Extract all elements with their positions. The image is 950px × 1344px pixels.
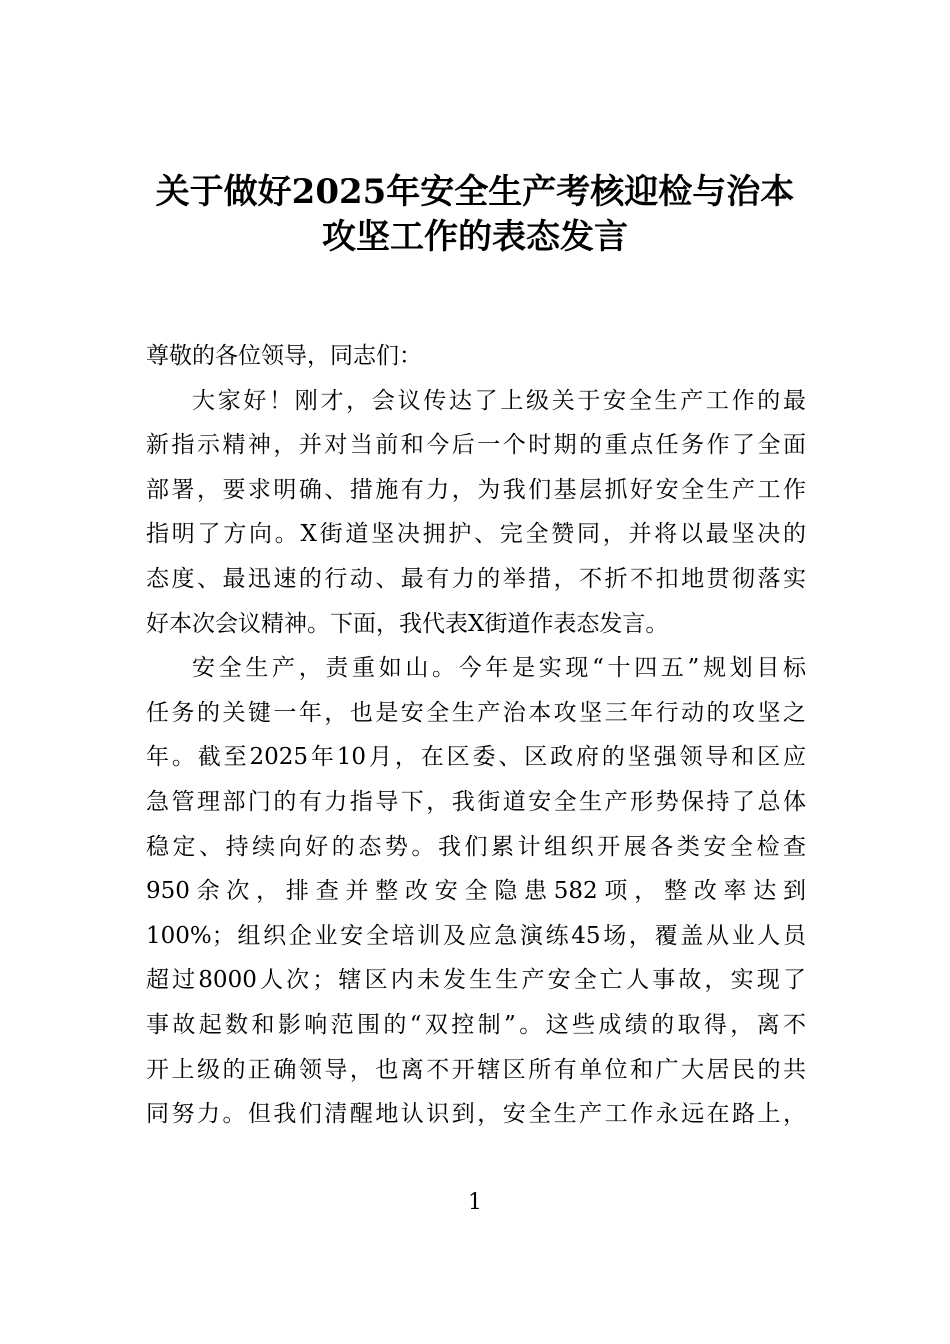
paragraph-line: 部署，要求明确、措施有力，为我们基层抓好安全生产工作	[146, 476, 806, 503]
paragraph-line: 稳定、持续向好的态势。我们累计组织开展各类安全检查	[146, 833, 806, 860]
paragraph-line: 急管理部门的有力指导下，我街道安全生产形势保持了总体	[146, 788, 806, 815]
paragraph-line: 好本次会议精神。下面，我代表X街道作表态发言。	[146, 610, 669, 637]
paragraph-line: 态度、最迅速的行动、最有力的举措，不折不扣地贯彻落实	[146, 565, 806, 592]
paragraph-line: 950余次，排查并整改安全隐患582项，整改率达到	[146, 878, 806, 905]
document-title-line-2: 攻坚工作的表态发言	[322, 217, 628, 257]
document-body	[146, 334, 806, 1137]
page-number: 1	[468, 1190, 482, 1215]
paragraph-line: 开上级的正确领导，也离不开辖区所有单位和广大居民的共	[146, 1056, 806, 1083]
paragraph-line: 同努力。但我们清醒地认识到，安全生产工作永远在路上，	[146, 1101, 806, 1128]
paragraph-line: 100%；组织企业安全培训及应急演练45场，覆盖从业人员	[146, 922, 806, 949]
paragraph-line: 指明了方向。X街道坚决拥护、完全赞同，并将以最坚决的	[146, 521, 806, 548]
paragraph-line: 超过8000人次；辖区内未发生生产安全亡人事故，实现了	[146, 967, 806, 994]
salutation: 尊敬的各位领导，同志们：	[146, 343, 422, 369]
paragraph-line: 任务的关键一年，也是安全生产治本攻坚三年行动的攻坚之	[146, 699, 806, 726]
paragraph-line: 安全生产，责重如山。今年是实现“十四五”规划目标	[192, 655, 806, 682]
document-title-line-1: 关于做好2025年安全生产考核迎检与治本	[155, 172, 795, 212]
paragraph-line: 年。截至2025年10月，在区委、区政府的坚强领导和区应	[146, 744, 806, 771]
paragraph-line: 事故起数和影响范围的“双控制”。这些成绩的取得，离不	[146, 1011, 806, 1038]
paragraph-line: 大家好！刚才，会议传达了上级关于安全生产工作的最	[192, 387, 806, 414]
paragraph-line: 新指示精神，并对当前和今后一个时期的重点任务作了全面	[146, 432, 806, 459]
